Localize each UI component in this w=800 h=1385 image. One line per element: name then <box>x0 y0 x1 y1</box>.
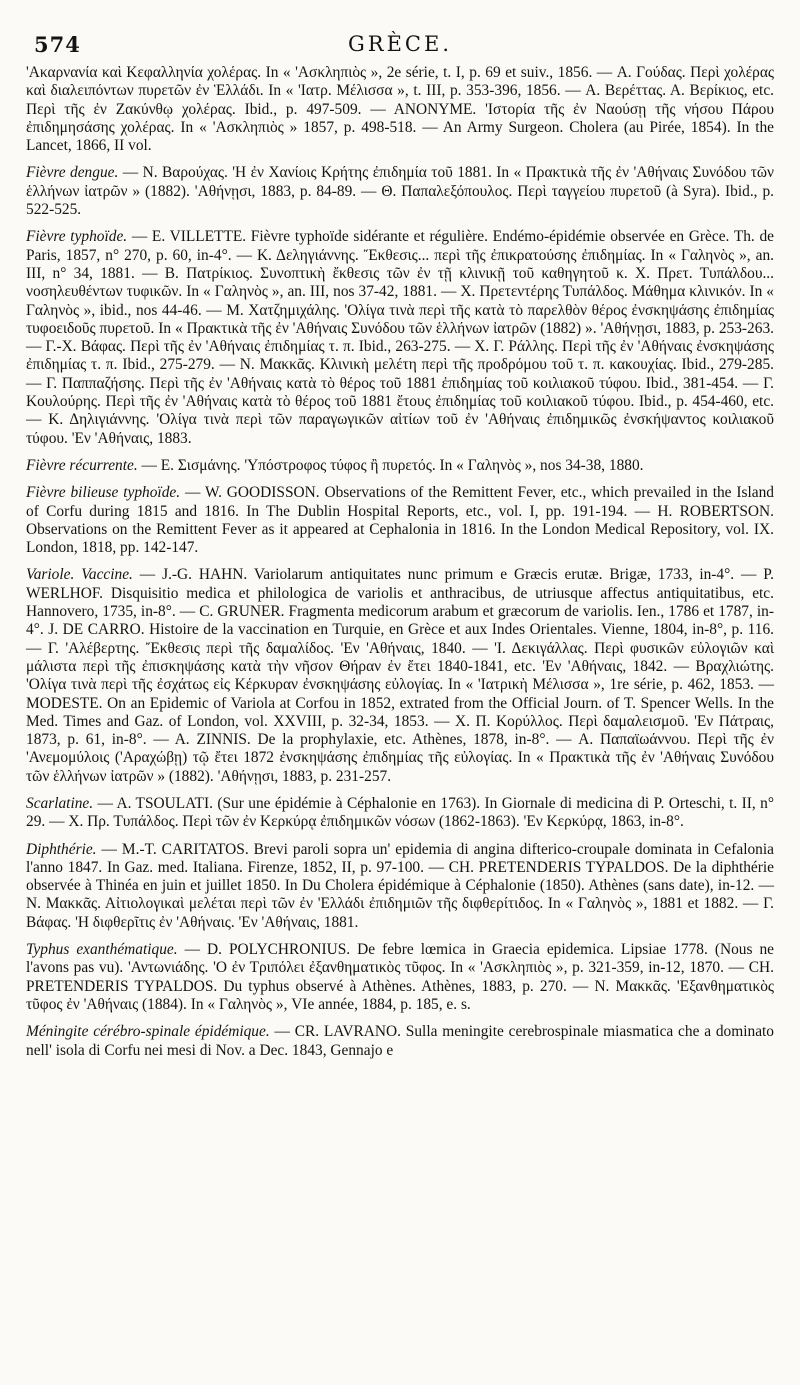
entry-topic: Scarlatine. <box>26 794 94 812</box>
entry-text: — CR. LAVRANO. Sulla meningite cerebrospinale miasmatica che a dominato nell' isola di Corfu nei mesi di Nov. a Dec. 1843, Gennajo e <box>26 1023 774 1059</box>
running-header <box>26 22 774 62</box>
entry-text: 'Ακαρνανία καὶ Κεφαλληνία χολέρας. In « 'Ασκληπιὸς », 2e série, t. I, p. 69 et suiv., 1856. — Α. Γούδας. Περὶ χολέρας καὶ διαλειπόντων πυρετῶν ἐν Ἑλλάδι. In « 'Ιατρ. Μέλισσα », t. III, p. 353-396, 1856. — Α. Βερέττας. Α. Βερίκιος, etc. Περὶ τῆς ἐν Ζακύνθῳ χολέρας. Ibid., p. 497-509. — ANONYME. 'Ιστορία τῆς ἐν Ναούσῃ τῆς νήσου Πάρου ἐπιδημησάσης χολέρας. In « 'Ασκληπιὸς » 1857, p. 498-518. — An Army Surgeon. Cholera (au Pirée, 1854). In the Lancet, 1866, II vol. <box>26 64 774 155</box>
entry-topic: Diphthérie. <box>26 840 97 858</box>
entry-text: — A. TSOULATI. (Sur une épidémie à Céphalonie en 1763). In Giornale di medicina di P. Orteschi, t. II, n° 29. — Χ. Πρ. Τυπάλδος. Περὶ τῶν ἐν Κερκύρᾳ ἐπιδημικῶν νόσων (1862-1863). 'Εν Κερκύρᾳ, 1863, in-8°. <box>26 794 774 831</box>
entry-text: — Ε. Σισμάνης. 'Υπόστροφος τύφος ἢ πυρετός. In « Γαληνὸς », nos 34-38, 1880. <box>137 456 644 474</box>
bibliography-entry <box>26 1023 774 1060</box>
entry-text: — N. Βαρούχας. 'Η ἐν Χανίοις Κρήτης ἐπιδημία τοῦ 1881. In « Πρακτικὰ τῆς ἐν 'Αθήναις Συνόδου τῶν ἑλλήνων ἰατρῶν » (1882). 'Αθήνῃσι, 1883, p. 84-89. — Θ. Παπαλεξόπουλος. Περὶ ταγγείου πυρετοῦ (à Syra). Ibid., p. 522-525. <box>26 164 775 219</box>
running-title: GRÈCE. <box>348 32 452 56</box>
bibliography-entries <box>26 64 774 1060</box>
bibliography-entry <box>26 228 774 448</box>
page-number: 574 <box>34 32 81 57</box>
bibliography-entry <box>26 457 774 475</box>
entry-topic: Fièvre typhoïde. <box>26 228 128 246</box>
entry-topic: Variole. Vaccine. <box>26 566 133 584</box>
bibliography-entry <box>26 484 774 557</box>
bibliography-entry <box>26 64 774 155</box>
bibliography-entry <box>26 941 774 1014</box>
bibliography-entry <box>26 795 774 832</box>
entry-topic: Fièvre récurrente. <box>26 456 138 474</box>
entry-topic: Fièvre bilieuse typhoïde. <box>26 484 181 502</box>
entry-text: — J.-G. HAHN. Variolarum antiquitates nunc primum e Græcis erutæ. Brigæ, 1733, in-4°. — P. WERLHOF. Disquisitio medica et philologica de variolis et anthracibus, de utriusque affectus antiquitatibus, etc. Hannovero, 1735, in-8°. — C. GRUNER. Fragmenta medicorum arabum et græcorum de variolis. Ien., 1786 et 1787, in-4°. J. DE CARRO. Histoire de la vaccination en Turquie, en Grèce et aux Indes Orientales. Vienne, 1804, in-8°, p. 116. — Γ. 'Αλέβερτης. Ἔκθεσις περὶ τῆς δαμαλίδος. 'Εν 'Αθήναις, 1840. — 'Ι. Δεκιγάλλας. Περὶ φυσικῶν εὐλογιῶν καὶ μάλιστα περὶ τῆς ἐπισκηψάσης κατὰ τὴν νῆσον Θήραν ἐν ἔτει 1840-1841, etc. 'Εν 'Αθήναις, 1842. — Βραχλιώτης. 'Ολίγα τινὰ περὶ τῆς ἐσχάτως εἰς Κέρκυραν ἐνσκηψάσης εὐλογίας. In « 'Ιατρικὴ Μέλισσα », 1re série, p. 462, 1853. — MODESTE. On an Epidemic of Variola at Corfou in 1852, extrated from the Official Journ. of T. Spencer Wells. In the Med. Times and Gaz. of London, vol. XXVIII, p. 32-34, 1853. — Χ. Π. Κορύλλος. Περὶ δαμαλεισμοῦ. 'Εν Πάτραις, 1873, p. 61, in-8°. — A. ZINNIS. De la prophylaxie, etc. Athènes, 1878, in-8°. — Α. Παπαϊωάννου. Περὶ τῆς ἐν 'Ανεμομύλοις ('Αραχώβῃ) τῷ ἔτει 1872 ἐνσκηψάσης ἐπιδημίας τῆς εὐλογίας. In « Πρακτικὰ τῆς ἐν 'Αθήναις Συνόδου τῶν ἑλλήνων ἰατρῶν » (1882). 'Αθήνῃσι, 1883, p. 231-257. <box>26 566 774 785</box>
entry-text: — D. POLYCHRONIUS. De febre lœmica in Graecia epidemica. Lipsiae 1778. (Nous ne l'avons pas vu). 'Αντωνιάδης. 'Ο ἐν Τριπόλει ἐξανθηματικὸς τῦφος. In « 'Ασκληπιὸς », p. 321-359, in-12, 1870. — CH. PRETENDERIS TYPALDOS. Du typhus observé à Athènes. Athènes, 1883, p. 270. — Ν. Μακκᾶς. 'Εξανθηματικὸς τῦφος ἐν 'Αθήναις (1884). In « Γαληνὸς », VIe année, 1884, p. 185, e. s. <box>26 941 774 1013</box>
entry-text: — W. GOODISSON. Observations of the Remittent Fever, etc., which prevailed in the Island of Corfu during 1815 and 1816. In The Dublin Hospital Reports, etc., vol. I, pp. 191-194. — H. ROBERTSON. Observations on the Remittent Fever as it appeared at Cephalonia in 1816. In the London Medical Repository, vol. IX. London, 1818, pp. 142-147. <box>26 484 775 557</box>
entry-topic: Typhus exanthématique. <box>26 941 178 959</box>
bibliography-entry <box>26 164 774 219</box>
entry-topic: Fièvre dengue. <box>26 164 119 182</box>
bibliography-entry <box>26 841 774 932</box>
entry-text: — E. VILLETTE. Fièvre typhoïde sidérante et régulière. Endémo-épidémie observée en Grèce. Th. de Paris, 1857, n° 270, p. 60, in-4°. — Κ. Δεληγιάννης. Ἔκθεσις... περὶ τῆς ἐπικρατούσης ἐπιδημίας. In « Γαληνὸς », an. III, n° 34, 1881. — Β. Πατρίκιος. Συνοπτικὴ ἔκθεσις τῶν ἐν τῇ κλινικῇ τοῦ καθηγητοῦ κ. Χ. Πρετ. Τυπάλδου... νοσηλευθέντων τυφικῶν. In « Γαληνὸς », an. III, nos 37-42, 1881. — Χ. Πρετεντέρης Τυπάλδος. Μάθημα κλινικόν. In « Γαληνὸς », ibid., nos 44-46. — Μ. Χατζημιχάλης. 'Ολίγα τινὰ περὶ τῆς κατὰ τὸ παρελθὸν θέρος ἐνσκηψάσης ἐπιδημίας τυφοειδοῦς πυρετοῦ. In « Πρακτικὰ τῆς ἐν 'Αθήναις Συνόδου τῶν ἑλλήνων ἰατρῶν (1882) ». 'Αθήνῃσι, 1883, p. 253-263. — Γ.-Χ. Βάφας. Περὶ τῆς ἐν 'Αθήναις ἐπιδημίας τ. π. Ibid., 263-275. — Χ. Γ. Ράλλης. Περὶ τῆς ἐν 'Αθήναις ἐνσκηψάσης ἐπιδημίας τ. π. Ibid., 275-279. — Ν. Μακκᾶς. Κλινικὴ μελέτη περὶ τῆς προδρόμου τοῦ τ. π. κακουχίας. Ibid., 279-285. — Γ. Παππαζήσης. Περὶ τῆς ἐν 'Αθήναις κατὰ τὸ θέρος τοῦ 1881 ἐπιδημίας τοῦ κοιλιακοῦ τύφου. Ibid., 381-454. — Γ. Κουλούρης. Περὶ τῆς ἐν 'Αθήναις κατὰ τὸ θέρος τοῦ 1881 ἔτους ἐπιδημίας τοῦ κοιλιακοῦ τύφου. Ibid., p. 454-460, etc. — Κ. Δηλιγιάννης. 'Ολίγα τινὰ περὶ τῶν παραγωγικῶν αἰτίων τοῦ ἐν 'Αθήναις ἐπιδημικῶς ἐνσκήψαντος κοιλιακοῦ τύφου. 'Εν 'Αθήναις, 1883. <box>26 228 774 447</box>
entry-text: — M.-T. CARITATOS. Brevi paroli sopra un' epidemia di angina difterico-croupale dominata in Cefalonia l'anno 1847. In Gaz. med. Italiana. Firenze, 1852, II, p. 97-100. — CH. PRETENDERIS TYPALDOS. De la diphthérie observée à Thinéa en juin et juillet 1850. In Du Cholera épidémique à Céphalonie (1850). Athènes (sans date), in-12. — Ν. Μακκᾶς. Αἰτιολογικαὶ μελέται περὶ τῶν ἐν 'Ελλάδι ἐπιδημιῶν τῆς διφθερίτιδος. In « Γαληνὸς », 1881 et 1882. — Γ. Βάφας. 'Η διφθερῖτις ἐν 'Αθήναις. 'Εν 'Αθήναις, 1881. <box>26 840 774 931</box>
bibliography-entry <box>26 566 774 786</box>
entry-topic: Méningite cérébro-spinale épidémique. <box>26 1023 270 1041</box>
